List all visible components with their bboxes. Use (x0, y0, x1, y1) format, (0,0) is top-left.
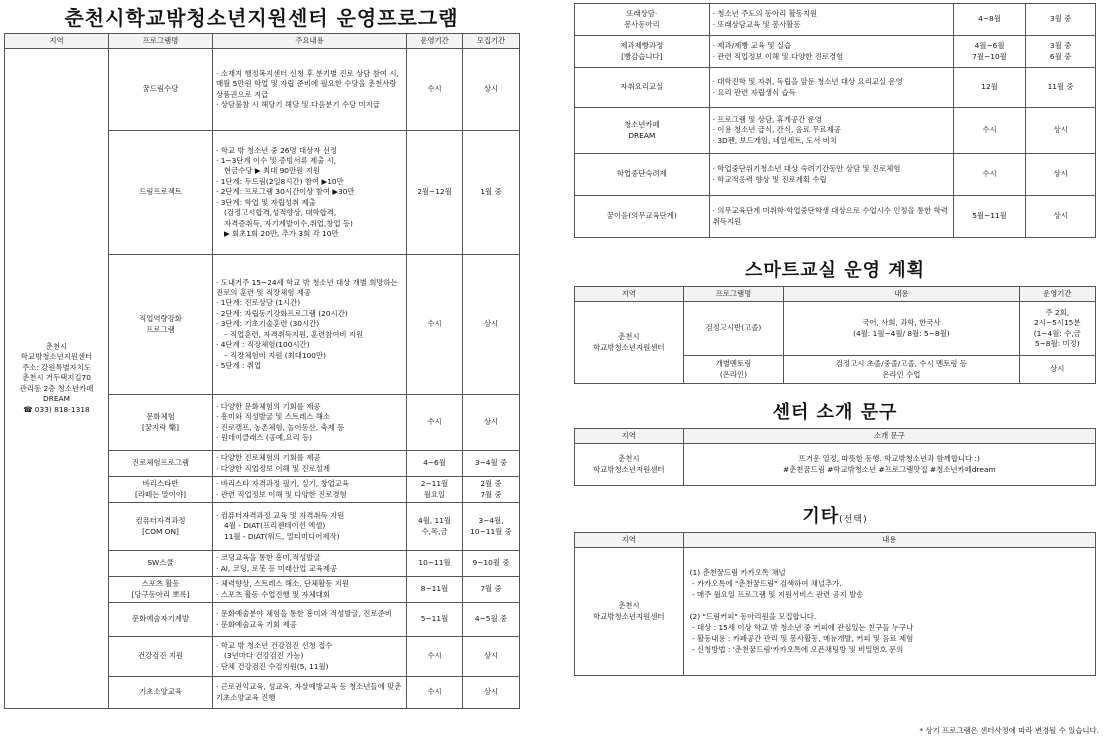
program-period-cell: 4월, 11월 수,목,금 (407, 503, 463, 551)
region-cell (5, 49, 109, 709)
program-name: DREAM (628, 130, 656, 140)
content-line: · 소재지 행정복지센터 신청 후 분기별 진로 상담 참여 시, 매월 5만원 학업 및 자립 준비에 필요한 수당을 춘천사랑상품권으로 지급 (216, 68, 399, 99)
program-content-cell (213, 503, 407, 551)
intro-line: 뜨거운 열정, 따뜻한 동행. 학교밖청소년과 함께합니다 :) (798, 454, 980, 464)
program-name-cell (575, 196, 710, 238)
program-content-cell (709, 4, 953, 36)
etc-line (690, 601, 1092, 612)
program-name: 기초소양교육 (139, 687, 182, 697)
program-name: SW스쿨 (147, 558, 174, 568)
program-period-cell: 2월~12월 (407, 131, 463, 255)
etc-title-main: 기타 (802, 506, 840, 527)
etc-row (575, 548, 1096, 676)
program-period-cell: 수시 (407, 255, 463, 395)
program-table-right-body (575, 4, 1096, 238)
program-recruit-cell: 7월 중 (463, 577, 520, 603)
etc-line: (2) "드림커피" 동아리원을 모집합니다. (689, 611, 817, 621)
program-name: 문화예술자기계발 (131, 614, 190, 624)
smart-program-cell (683, 302, 784, 356)
etc-title-sub: (선택) (839, 515, 868, 525)
smart-region-line: 춘천시 (618, 332, 640, 342)
content-line: · 프로그램 및 상담, 휴게공간 운영 (712, 114, 822, 124)
content-line: · 학업중단위기청소년 대상 숙려기간동안 상담 및 진로체험 (712, 164, 901, 174)
program-name: 제과제빵과정 (620, 41, 664, 51)
content-line: · 도내거주 15~24세 학교 밖 청소년 대상 개별 희망하는 진로의 훈련 및 직장체험 제공 (216, 277, 398, 298)
program-name-cell (575, 68, 710, 108)
program-name: [꿈지락 樂] (142, 422, 179, 432)
smart-header-region: 지역 (575, 287, 684, 302)
program-name-cell (109, 255, 213, 395)
content-line: · 근로권익교육, 성교육, 자살예방교육 등 청소년들에 맞춘 기초소양교육 진행 (216, 682, 402, 702)
program-name: 꿈이음(의무교육단계) (606, 211, 677, 221)
program-content-cell (709, 36, 953, 68)
program-recruit-cell: 상시 (1026, 196, 1096, 238)
content-line: · 다양한 진로체험의 기회를 제공 (216, 453, 321, 463)
content-line: · 학교적응력 향상 및 진로계획 수립 (712, 174, 827, 184)
program-name: [빵감습니다] (621, 51, 663, 61)
program-recruit-cell: 4~5월 중 (463, 603, 520, 637)
content-line: ▶ 회초1회 20만, 추가 3회 각 10만 (224, 228, 339, 238)
right-column (574, 3, 1096, 676)
content-line: · 청소년 주도의 동아리 활동지원 (712, 9, 818, 19)
smart-period-line: (1~4월: 수,금 (1033, 328, 1081, 338)
content-line: · AI, 코딩, 로봇 등 미래산업 교육제공 (216, 563, 338, 573)
program-name: 문화체험 (146, 412, 175, 422)
program-name-cell (109, 477, 213, 503)
header-period: 운영기간 (407, 34, 463, 49)
intro-table-header (575, 429, 1096, 444)
region-line: 춘천시 거두택지길70 (22, 373, 91, 383)
content-line: · 학교 밖 청소년 중 26명 대상자 선정 (216, 145, 338, 155)
program-row (575, 4, 1096, 36)
program-name-cell (109, 603, 213, 637)
content-line: – 직업훈련, 자격취득지원, 훈련참여비 지원 (224, 329, 364, 339)
intro-title: 센터 소개 문구 (772, 402, 898, 423)
smart-content-line: 국어, 사회, 과학, 한국사 (862, 318, 941, 328)
program-name: 드림프로젝트 (139, 187, 182, 197)
program-table-header (5, 34, 520, 49)
program-period-cell: 수시 (953, 108, 1025, 154)
program-name-cell (109, 131, 213, 255)
content-line: · 제과/제빵 교육 및 실습 (712, 41, 792, 51)
program-content-cell (213, 603, 407, 637)
smart-header-program: 프로그램명 (683, 287, 784, 302)
content-line: · 다양한 직업정보 이해 및 진로설계 (216, 463, 331, 473)
program-recruit-cell: 상시 (1026, 108, 1096, 154)
intro-table (574, 428, 1096, 486)
program-recruit-cell: 3월 중 6월 중 (1026, 36, 1096, 68)
program-recruit-cell: 상시 (463, 677, 520, 709)
etc-header-content: 내용 (683, 533, 1095, 548)
program-name: 진로체험프로그램 (131, 458, 190, 468)
content-line: · 3단계: 학업 및 자립성취 제출 (216, 197, 316, 207)
region-line: 주소: 강원특별자치도 (21, 362, 92, 372)
smart-region-cell (575, 302, 684, 384)
smart-row (575, 302, 1096, 356)
content-line: · 이용 청소년 급식, 간식, 음료 무료제공 (712, 125, 841, 135)
smart-content-cell (784, 302, 1019, 356)
program-content-cell (709, 196, 953, 238)
content-line: · 바리스타 자격과정 필기, 실기, 창업교육 (216, 479, 350, 489)
content-line: · 상담불참 시 해당기 해당 및 다음분기 수당 미지급 (216, 99, 380, 109)
program-name: 꿈드림수당 (142, 84, 179, 94)
smart-content-cell (784, 356, 1019, 384)
etc-region-line: 춘천시 (618, 601, 640, 611)
content-line: · 컴퓨터자격과정 교육 및 자격취득 지원 (216, 510, 345, 520)
program-name-cell (575, 154, 710, 196)
program-name: [당구동아리 뽀록] (131, 589, 190, 599)
program-name: 봉사동아리 (623, 19, 660, 29)
etc-content-cell (683, 548, 1095, 676)
content-line: (검정고시합격,성적향상, 대학합격, (224, 208, 337, 218)
program-name: [라떼는 말이야] (135, 489, 186, 499)
program-name-cell (109, 503, 213, 551)
program-name: 청소년카페 (623, 120, 660, 130)
program-content-cell (709, 108, 953, 154)
intro-row (575, 444, 1096, 486)
content-line: 현금수당 ▶ 최대 90만원 지원 (224, 166, 320, 176)
program-name-cell (109, 577, 213, 603)
program-content-cell (213, 451, 407, 477)
footnote: * 상기 프로그램은 센터사정에 따라 변경될 수 있습니다. (919, 726, 1099, 735)
program-name-cell (109, 451, 213, 477)
program-recruit-cell: 11월 중 (1026, 68, 1096, 108)
program-table-right (574, 3, 1096, 238)
program-period-cell: 8~11월 (407, 577, 463, 603)
content-line: – 직장체험비 지원 (최대100만) (224, 350, 327, 360)
content-line: · 흥미와 적성발굴 및 스트레스 해소 (216, 412, 331, 422)
program-content-cell (213, 637, 407, 677)
content-line: · 문화예술교육 기회 제공 (216, 619, 297, 629)
content-line: · 3단계: 기초기술훈련 (30시간) (216, 319, 320, 329)
smart-program-name: (온라인) (719, 369, 747, 379)
program-name: [COM ON] (142, 526, 179, 536)
program-recruit-cell: 3~4월 중 (463, 451, 520, 477)
etc-line: - 신청방법 : '춘천꿈드림'카카오톡에 오픈채팅방 및 비밀번호 문의 (689, 644, 904, 654)
etc-line: - 활동내용 : 카페공간 관리 및 봉사활동, 메뉴개발, 커피 및 음료 제험 (689, 633, 914, 643)
smart-period-cell (1019, 356, 1095, 384)
page-title: 춘천시학교밖청소년지원센터 운영프로그램 (64, 6, 459, 30)
program-name: 스포츠 활동 (141, 579, 180, 589)
program-recruit-cell: 상시 (1026, 154, 1096, 196)
header-content: 주요내용 (213, 34, 407, 49)
content-line: 4월 - DIAT(프리젠테이션 엑셀) (224, 521, 326, 531)
smart-table-header (575, 287, 1096, 302)
smart-period-line: 5~8월: 미정) (1034, 338, 1080, 348)
program-content-cell (213, 131, 407, 255)
content-line: · 2단계: 프로그램 30시간이상 참여 ▶30만 (216, 187, 355, 197)
program-row (575, 196, 1096, 238)
program-row (575, 154, 1096, 196)
smart-header-content: 내용 (784, 287, 1019, 302)
program-content-cell (213, 477, 407, 503)
region-line: 춘천시 (45, 342, 68, 352)
program-recruit-cell: 상시 (463, 637, 520, 677)
program-period-cell: 5월~11월 (953, 196, 1025, 238)
content-line: · 학교 밖 청소년 건강검진 신청 접수 (216, 640, 333, 650)
content-line: · 체력향상, 스트레스 해소, 단체활동 지원 (216, 579, 350, 589)
smart-region-line: 학교밖청소년지원센터 (593, 342, 665, 352)
program-name: 또래상담· (626, 9, 658, 19)
intro-header-content: 소개 문구 (683, 429, 1095, 444)
program-period-cell: 2~11월 월요일 (407, 477, 463, 503)
smart-period-cell (1019, 302, 1095, 356)
program-period-cell: 수시 (407, 49, 463, 131)
smart-period-line: 2시~5시15분 (1034, 318, 1081, 328)
program-period-cell: 수시 (953, 154, 1025, 196)
region-line: 학교밖청소년지원센터 (20, 352, 93, 362)
program-recruit-cell: 상시 (463, 395, 520, 451)
program-recruit-cell: 2월 중 7월 중 (463, 477, 520, 503)
program-content-cell (213, 577, 407, 603)
program-name: 컴퓨터자격과정 (135, 516, 186, 526)
program-name-cell (575, 108, 710, 154)
content-line: · 5단계 : 취업 (216, 360, 262, 370)
content-line: · 다양한 문화체험의 기회를 제공 (216, 401, 321, 411)
intro-content-cell (683, 444, 1095, 486)
program-name: 학업중단숙려제 (616, 169, 667, 179)
smart-period-line: 상시 (1050, 364, 1065, 374)
content-line: · 대학진학 및 자취, 독립을 앞둔 청소년 대상 요리교실 운영 (712, 77, 903, 87)
program-period-cell: 수시 (407, 637, 463, 677)
etc-line: (1) 춘천꿈드림 카카오톡 채널 (689, 567, 786, 577)
program-period-cell: 수시 (407, 677, 463, 709)
content-line: · 4단계 : 직장체험(100시간) (216, 340, 310, 350)
intro-region-line: 학교밖청소년지원센터 (593, 464, 665, 474)
program-name: 바리스타반 (142, 479, 179, 489)
content-line: · 관련 직업정보 이해 및 다양한 진로경험 (712, 51, 844, 61)
program-name-cell (109, 637, 213, 677)
program-row (575, 36, 1096, 68)
etc-line: - 매주 월요일 프로그램 및 지원서비스 관련 공지 발송 (689, 589, 864, 599)
intro-region-line: 춘천시 (618, 454, 640, 464)
program-period-cell: 수시 (407, 395, 463, 451)
content-line: · 관련 직업정보 이해 및 다양한 진로경험 (216, 489, 347, 499)
program-name: 직업역량강화 (139, 314, 182, 324)
content-line: · 3D펜, 보드게임, 네일세트, 도서 비치 (712, 135, 837, 145)
etc-header-region: 지역 (575, 533, 684, 548)
program-content-cell (213, 677, 407, 709)
smart-period-line: 주 2회, (1045, 307, 1070, 317)
content-line: · 단체 건강검진 수검지원(5, 11월) (216, 661, 329, 671)
program-period-cell: 12월 (953, 68, 1025, 108)
content-line: 자격증취득, 자기계발이수,취업,창업 등) (224, 218, 353, 228)
program-content-cell (213, 49, 407, 131)
program-name-cell (109, 677, 213, 709)
etc-region-line: 학교밖청소년지원센터 (593, 611, 665, 621)
program-row (575, 68, 1096, 108)
program-content-cell (213, 255, 407, 395)
smart-title: 스마트교실 운영 계획 (744, 260, 926, 281)
smart-header-period: 운영기간 (1019, 287, 1095, 302)
header-recruit: 모집기간 (463, 34, 520, 49)
smart-content-line: 검정고시 초졸/중졸/고졸, 수시 멘토링 등 (835, 359, 967, 369)
region-line: DREAM (43, 394, 70, 404)
content-line: · 또래상담교육 및 봉사활동 (712, 19, 801, 29)
etc-table-header (575, 533, 1096, 548)
program-content-cell (709, 154, 953, 196)
program-recruit-cell: 9~10월 중 (463, 551, 520, 577)
etc-table (574, 532, 1096, 676)
program-content-cell (709, 68, 953, 108)
smart-table (574, 286, 1096, 384)
etc-title (574, 504, 1096, 530)
intro-line: #춘천꿈드림 #학교밖청소년 #프로그램맛집 #청소년카페dream (782, 464, 996, 474)
region-line: ☎ 033) 818-1318 (23, 404, 90, 414)
program-name: 자취요리교실 (620, 82, 664, 92)
content-line: · 문화예술분야 체험을 통한 흥미와 적성발굴, 진로준비 (216, 609, 392, 619)
program-period-cell: 4월~6월 7월~10월 (953, 36, 1025, 68)
program-row (575, 108, 1096, 154)
program-table-body (5, 49, 520, 709)
smart-content-line: (4월: 1월~4월/ 8월: 5~8월) (853, 328, 950, 338)
header-program: 프로그램명 (109, 34, 213, 49)
program-name: 건강검진 지원 (137, 651, 184, 661)
program-recruit-cell: 상시 (463, 255, 520, 395)
program-name: 프로그램 (146, 324, 175, 334)
program-recruit-cell: 3~4월, 10~11월 중 (463, 503, 520, 551)
content-line: · 원데이클래스 (공예,요리 등) (216, 432, 313, 442)
intro-region-cell (575, 444, 684, 486)
program-name-cell (109, 551, 213, 577)
etc-region-cell (575, 548, 684, 676)
content-line: · 진로캠프, 농촌체험, 놀이동산, 축제 등 (216, 422, 345, 432)
smart-program-cell (683, 356, 784, 384)
intro-header-region: 지역 (575, 429, 684, 444)
content-line: · 요리 관련 자립생식 습득 (712, 87, 796, 97)
content-line: · 1단계: 진로상담 (1시간) (216, 298, 301, 308)
program-content-cell (213, 551, 407, 577)
program-recruit-cell: 3월 중 (1026, 4, 1096, 36)
program-content-cell (213, 395, 407, 451)
smart-content-line: 온라인 수업 (882, 369, 921, 379)
program-name-cell (575, 36, 710, 68)
content-line: · 1~3단계 이수 및 증빙서류 제출 시, (216, 156, 337, 166)
content-line: 11월 - DIAT(워드, 멀티미디어제작) (224, 531, 340, 541)
header-region: 지역 (5, 34, 109, 49)
program-table-left (4, 33, 520, 709)
etc-line: - 대상 : 15세 이상 학교 밖 청소년 중 커피에 관심있는 친구들 누구나 (689, 622, 914, 632)
program-name-cell (109, 49, 213, 131)
program-period-cell: 4~8월 (953, 4, 1025, 36)
content-line: · 2단계: 자립동기강화프로그램 (20시간) (216, 308, 348, 318)
content-line: (3년마다 건강검진 가능) (224, 651, 304, 661)
program-recruit-cell: 1월 중 (463, 131, 520, 255)
content-line: · 코딩교육을 통한 흥미,적성발굴 (216, 553, 321, 563)
smart-program-name: 개별멘토링 (715, 359, 752, 369)
region-line: 관리동 2층 청소년카페 (19, 383, 94, 393)
program-row (5, 49, 520, 131)
program-period-cell: 5~11월 (407, 603, 463, 637)
program-name-cell (109, 395, 213, 451)
program-period-cell: 10~11월 (407, 551, 463, 577)
etc-line: - 카카오톡에 "춘천꿈드림" 검색하여 채널추가. (689, 578, 842, 588)
program-name-cell (575, 4, 710, 36)
program-period-cell: 4~6월 (407, 451, 463, 477)
smart-program-name: 검정고시반(고졸) (705, 323, 762, 333)
left-column (4, 3, 519, 709)
program-recruit-cell: 상시 (463, 49, 520, 131)
content-line: · 1단계: 두드림(2일8시간) 참여 ▶10만 (216, 176, 344, 186)
content-line: · 스포츠 활동 수업진행 및 자체대회 (216, 589, 331, 599)
content-line: · 의무교육단계 미취학·학업중단학생 대상으로 수업시수 인정을 통한 학력취득지원 (712, 206, 948, 226)
